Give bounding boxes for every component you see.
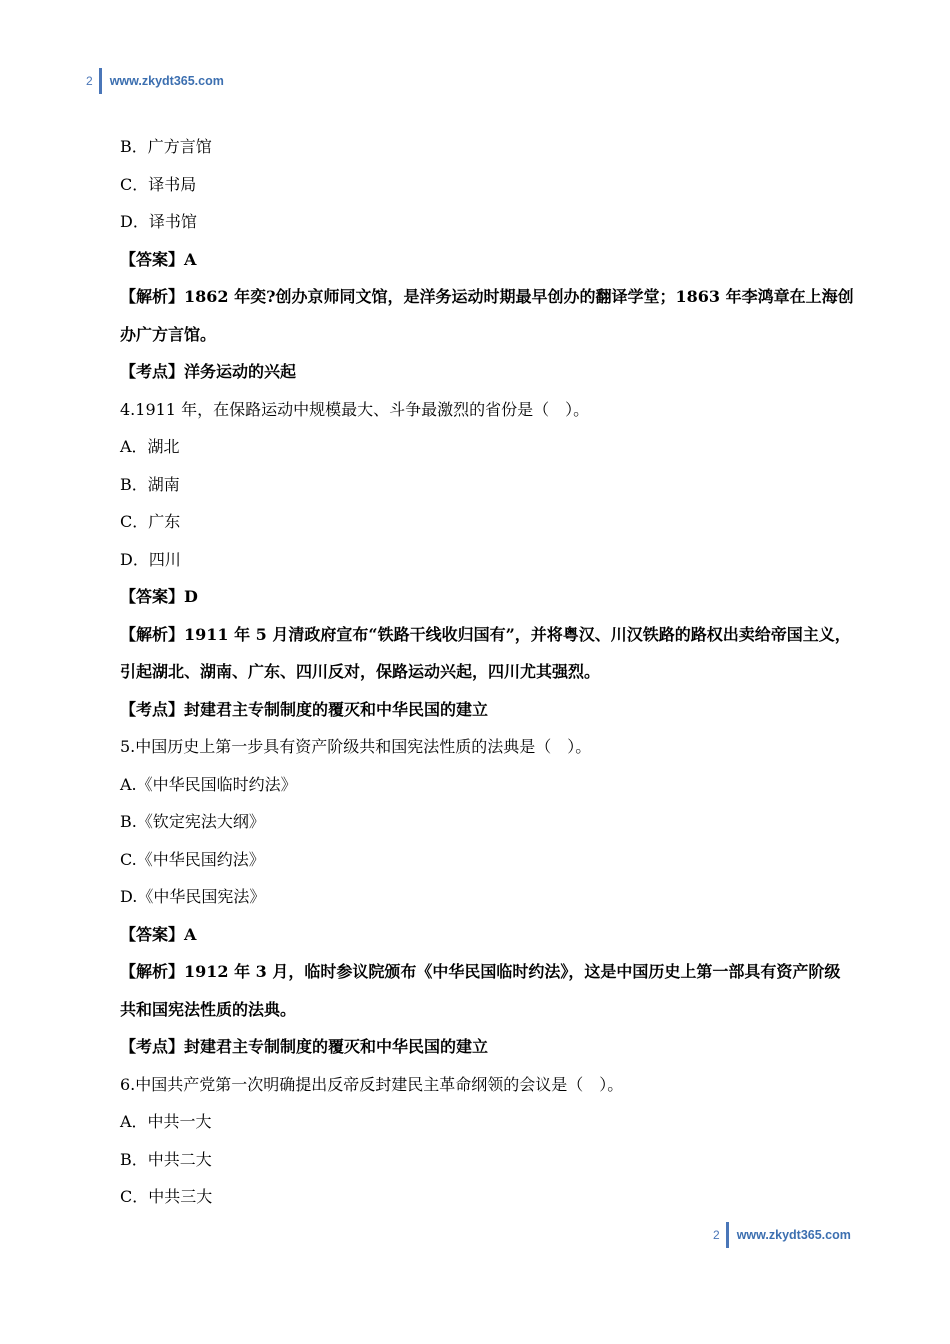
- q4-analysis-line1: 【解析】1911 年 5 月清政府宣布“铁路干线收归国有”，并将粤汉、川汉铁路的路权出卖给帝国主义，: [120, 624, 851, 644]
- q5-option-a: A.《中华民国临时约法》: [120, 774, 297, 794]
- header-divider: [99, 68, 102, 94]
- q4-stem: 4.1911 年，在保路运动中规模最大、斗争最激烈的省份是（ ）。: [120, 399, 590, 419]
- q5-option-d: D.《中华民国宪法》: [120, 887, 266, 906]
- q6-stem: 6.中国共产党第一次明确提出反帝反封建民主革命纲领的会议是（ ）。: [120, 1074, 624, 1094]
- q5-stem: 5.中国历史上第一步具有资产阶级共和国宪法性质的法典是（ ）。: [120, 737, 592, 756]
- q4-option-a: A．湖北: [120, 437, 180, 456]
- q3-analysis-line1: 【解析】1862 年奕?创办京师同文馆，是洋务运动时期最早创办的翻译学堂；1863 年李鸿章在上海创: [120, 287, 854, 306]
- q5-option-c: C.《中华民国约法》: [120, 849, 265, 869]
- q4-point: 【考点】封建君主专制制度的覆灭和中华民国的建立: [120, 699, 489, 719]
- page-header: [86, 68, 224, 94]
- q3-option-b: B．广方言馆: [120, 137, 212, 156]
- q5-option-b: B.《钦定宪法大纲》: [120, 812, 265, 831]
- q5-point: 【考点】封建君主专制制度的覆灭和中华民国的建立: [120, 1037, 489, 1056]
- q5-analysis-line2: 共和国宪法性质的法典。: [120, 999, 297, 1019]
- q3-point: 【考点】洋务运动的兴起: [120, 362, 297, 381]
- q6-option-c: C．中共三大: [120, 1187, 213, 1206]
- q3-answer: 【答案】A: [120, 249, 197, 269]
- q5-analysis-line1: 【解析】1912 年 3 月，临时参议院颁布《中华民国临时约法》，这是中国历史上第一部具有资产阶级: [120, 962, 841, 981]
- header-site-url[interactable]: www.zkydt365.com: [109, 74, 224, 88]
- page-footer: [713, 1222, 851, 1248]
- footer-divider: [726, 1222, 729, 1248]
- q6-option-b: B．中共二大: [120, 1149, 212, 1169]
- q4-answer: 【答案】D: [120, 587, 198, 606]
- q3-option-c: C．译书局: [120, 174, 197, 194]
- footer-site-url[interactable]: www.zkydt365.com: [736, 1228, 851, 1242]
- q5-answer: 【答案】A: [120, 924, 197, 944]
- q3-analysis-line2: 办广方言馆。: [120, 324, 217, 344]
- document-body: [120, 133, 870, 1221]
- q4-analysis-line2: 引起湖北、湖南、广东、四川反对，保路运动兴起，四川尤其强烈。: [120, 662, 601, 681]
- q6-option-a: A．中共一大: [120, 1112, 212, 1131]
- header-page-number: 2: [86, 74, 93, 88]
- footer-page-number: 2: [713, 1228, 720, 1242]
- q4-option-c: C．广东: [120, 512, 181, 531]
- q4-option-b: B．湖南: [120, 474, 180, 494]
- q4-option-d: D．四川: [120, 549, 181, 569]
- q3-option-d: D．译书馆: [120, 212, 197, 231]
